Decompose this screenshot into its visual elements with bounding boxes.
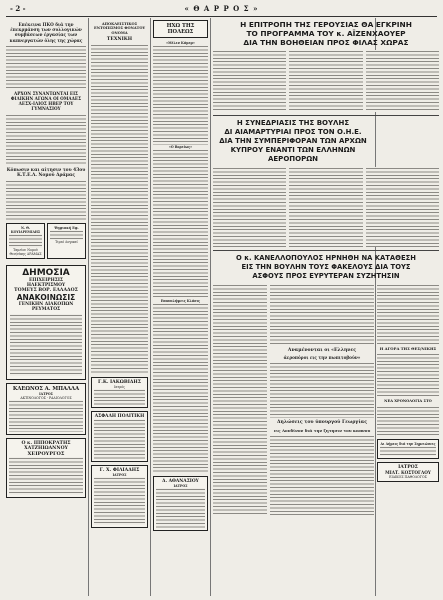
ad-name: Ψηφιακή Εφ.: [54, 226, 79, 231]
advertisement-doctor: [6, 383, 86, 435]
ad-text: Τιμαί Λογικαί: [55, 240, 78, 245]
section-subhead: Η ΑΓΟΡΑ ΤΗΣ ΘΕΣ/ΝΙΚΗΣ: [379, 346, 437, 351]
ad-role: ΙΑΤΡΟΣ: [39, 392, 53, 397]
article-body: [213, 284, 267, 514]
notice-heading-2: ΓΕΝΙΚΗΝ ΔΙΑΚΟΠΩΝ ΡΕΥΜΑΤΟΣ: [18, 302, 74, 313]
article-body: [270, 284, 374, 346]
advertisement: [91, 411, 148, 462]
column-banner: [153, 20, 208, 38]
article-headline: Κόπωσιν και αίτησιν του 43ου Κ.Τ.Ε.Λ. Νομού Δράμας: [6, 167, 86, 178]
section-subhead: Επαναλήψεις Κλάσις: [160, 299, 201, 303]
headline-line: Η ΕΠΙΤΡΟΠΗ ΤΗΣ ΓΕΡΟΥΣΙΑΣ ΘΑ ΕΓΚΡΙΝΗ: [240, 20, 412, 29]
notice-body: [10, 314, 82, 376]
ad-specialty: ΑΚΤΙΝΟΛΟΓΟΣ - ΡΑΔΙΟΛΟΓΟΣ: [20, 396, 72, 401]
article-body: [377, 406, 439, 436]
ad-name: Γ. Χ. ΦΙΛΙΑΔΗΣ: [99, 468, 140, 474]
ad-role: ΙΑΤΡΟΣ: [398, 465, 418, 471]
headline-line: ΚΥΠΡΟΥ ΕΝΑΝΤΙ ΤΩΝ ΕΛΛΗΝΩΝ ΑΕΡΟΠΟΡΩΝ: [230, 146, 356, 163]
article-subhead: Αναμένονται οι «Ελληνες: [287, 348, 357, 353]
advertisement-doctor: [153, 476, 208, 531]
column-1: [6, 20, 86, 596]
section-subhead: ΝΕΑ ΧΡΟΝΟΛΟΓΙΑ ΣΤΟ: [384, 399, 432, 404]
advertisement-doctor: [91, 377, 148, 408]
article-body: [213, 167, 286, 247]
page-header: [6, 0, 437, 17]
column-rule: [88, 18, 89, 596]
advertisement: [6, 223, 45, 259]
article-body: [153, 303, 208, 473]
notice-subtitle: ΕΠΙΧΕΙΡΗΣΙΣ ΗΛΕΚΤΡΙΣΜΟΥ: [26, 278, 66, 289]
notice-title: ΔΗΜΟΣΙΑ: [22, 268, 70, 279]
section-subhead: «Ο Βορείως»: [168, 145, 193, 149]
headline-line: ΕΙΣ ΤΗΝ ΒΟΥΛΗΝ ΤΟΥΣ ΦΑΚΕΛΟΥΣ ΔΙΑ ΤΟΥΣ: [241, 263, 411, 271]
article-headline: ΑΡΧΟΝ ΣΥΝΑΝΤΩΝΤΑΙ ΕΙΣ ΦΙΛΙΚΗΝ ΑΓΩΝΑ ΟΙ ΟΜΑΔΕΣ ΛΕΣΧ-ΙΛΙΟΣ ΗΒΕΡ ΤΟΥ ΓΥΜΝΑΣΙΟΥ: [10, 90, 82, 112]
article-body: [270, 435, 374, 515]
ad-role: ΧΕΙΡΟΥΡΓΟΣ: [27, 451, 65, 458]
column-title: ΗΧΩ ΤΗΣ ΠΟΛΕΩΣ: [166, 23, 195, 35]
ad-role: Ιατρός: [114, 385, 125, 390]
secondary-headline: [213, 119, 373, 164]
article-subhead: εις Λονδίνον διά την ζητησιν του καπνου: [273, 427, 371, 433]
article-body: [289, 50, 362, 112]
ad-name: Δ. ΑΘΑΝΑΣΙΟΥ: [162, 479, 199, 484]
article-body: [6, 114, 86, 166]
article-subhead: άεροπόροι εις την πωπιτοβούν»: [283, 355, 361, 361]
ad-role: ΙΑΤΡΟΣ: [112, 473, 127, 478]
section-subhead: «Μέλεν Κάμεμ»: [166, 41, 195, 45]
article-body: [270, 362, 374, 418]
ad-name: Ο κ. ΙΠΠΟΚΡΑΤΗΣ ΧΑΤΖΗΙΩΑΝΝΟΥ: [21, 441, 71, 452]
advertisement-doctor: [6, 438, 86, 498]
column-rule: [210, 18, 211, 596]
article-body: [6, 180, 86, 220]
main-area: [213, 20, 439, 596]
headline-line: ΑΣΦΟΥΣ ΠΡΟΣ ΕΥΡΥΤΕΡΑΝ ΣΥΖΗΤΗΣΙΝ: [252, 272, 400, 280]
article-body: [213, 50, 286, 112]
headline-line: ΤΟ ΠΡΟΓΡΑΜΜΑ ΤΟΥ κ. ΑΪΖΕΝΧΑΟΥΕΡ: [246, 29, 406, 38]
advertisement: [47, 223, 86, 259]
ad-text: Ταμείον Νομού Θεσ/νίκης ΔΡΑΜΑΣ: [9, 248, 42, 257]
ad-name: ΑΣΦΑΛΗ ΠΟΛΙΤΙΚΗ: [94, 414, 145, 420]
article-body: [153, 149, 208, 299]
column-2: [91, 20, 148, 596]
headline-line: Ο κ. ΚΑΝΕΛΛΟΠΟΥΛΟΣ ΗΡΝΗΘΗ ΝΑ ΚΑΤΑΘΕΣΗ: [236, 254, 416, 262]
ad-name: Αι Δήμεις διά την Σημειώσεις: [380, 442, 436, 447]
ad-specialty: ΕΙΔΙΚΟΣ ΠΑΘΟΛΟΓΟΣ: [389, 475, 427, 480]
advertisement-doctor: [377, 462, 439, 482]
article-body: [377, 284, 439, 344]
column-3: [153, 20, 208, 596]
masthead: « Θ Α Ρ Ρ Ο Σ »: [184, 4, 259, 13]
advertisement: [377, 439, 439, 459]
article-headline: ΤΕΧΝΙΚΗ: [106, 37, 133, 43]
headline-line: ΔΙΑ ΤΗΝ ΣΥΜΠΕΡΙΦΟΡΑΝ ΤΩΝ ΑΡΧΩΝ: [219, 137, 367, 145]
page-number: - 2 -: [10, 4, 26, 13]
price-list: [377, 353, 439, 397]
article-headline: Επέκεινα ΠΚΟ διά την έπεκρμάνση των συλλογικών συμβάσεων έργασίας των καπνεργατών όλης της χώρας: [9, 22, 83, 43]
article-body: [289, 167, 362, 247]
ad-role: ΙΑΤΡΟΣ: [173, 484, 188, 488]
ad-name: ΚΛΕΩΝΟΣ Α. ΜΠΑΛΛΑ: [12, 386, 80, 393]
article-body: [153, 45, 208, 145]
ad-name: Ν. Θ. ΚΟΥΙΔΡΕΜΙΔΗΣ: [10, 226, 41, 235]
headline-line: ΔΙ ΑΙΑΜΑΡΤΥΡΙΑΙ ΠΡΟΣ ΤΟΝ Ο.Η.Ε.: [224, 128, 362, 136]
notice-region: ΤΟΜΕΥΣ ΒΟΡ. ΕΛΛΑΔΟΣ: [14, 288, 78, 294]
ad-name: Γ.Κ. ΙΑΚΩΒΙΔΗΣ: [97, 380, 142, 386]
column-rule: [150, 18, 151, 596]
dei-notice: [6, 265, 86, 380]
article-body: [6, 45, 86, 89]
third-headline: [213, 254, 439, 281]
article-body: [366, 50, 439, 112]
article-body: [366, 167, 439, 247]
article-body: [91, 44, 148, 374]
ad-name: ΜΙΛΤ. ΚΟΣΤΟΓΛΟΥ: [385, 470, 431, 476]
article-headline: ΑΠΟΚΛΕΙΣΤΙΚΟΣ ΕΝΤΟΠΙΣΜΟΣ ΦΟΝΑΤΟΥ ΟΝΟΜΑ: [93, 22, 146, 35]
headline-line: Η ΣΥΝΕΔΡΙΑΣΙΣ ΤΗΣ ΒΟΥΛΗΣ: [236, 119, 350, 127]
lead-headline: [213, 20, 439, 47]
headline-line: ΔΙΑ ΤΗΝ ΒΟΗΘΕΙΑΝ ΠΡΟΣ ΦΙΛΑΣ ΧΩΡΑΣ: [243, 38, 409, 47]
notice-heading: ΑΝΑΚΟΙΝΩΣΙΣ: [16, 293, 76, 303]
article-subhead: Δηλώσεις του ύπουργού Γεωργίας: [276, 420, 368, 426]
advertisement-doctor: [91, 465, 148, 528]
